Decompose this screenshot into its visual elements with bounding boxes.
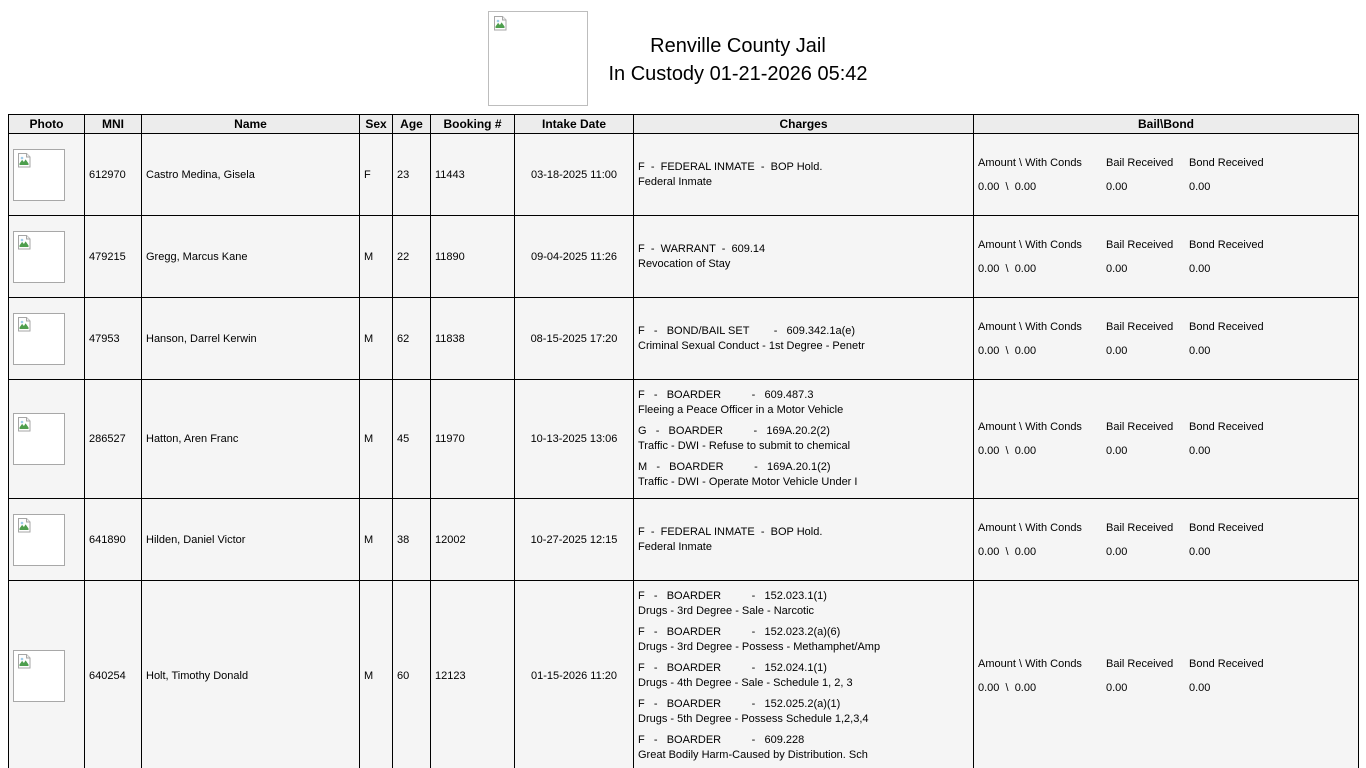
charge-statute: F - BOARDER - 152.023.2(a)(6): [638, 626, 841, 638]
charge-statute: F - BOARDER - 609.228: [638, 734, 805, 746]
bond-received-value: 0.00: [1189, 545, 1211, 558]
bail-received-label: Bail Received: [1106, 320, 1174, 333]
bail-amount-value: 0.00 \ 0.00: [978, 344, 1037, 357]
charge-entry: [638, 424, 969, 454]
charge-statute: F - BOARDER - 152.024.1(1): [638, 662, 827, 674]
charge-statute: F - FEDERAL INMATE - BOP Hold.: [638, 525, 823, 538]
bail-received-value: 0.00: [1106, 262, 1128, 275]
charges-list: [638, 388, 969, 490]
charge-entry: [638, 324, 969, 354]
broken-image-icon: [16, 517, 33, 534]
charge-statute: M - BOARDER - 169A.20.1(2): [638, 461, 831, 473]
bond-received-col: [1189, 521, 1279, 559]
sex-cell: M: [360, 581, 393, 768]
charges-cell: [634, 380, 974, 499]
col-header-bailbond: Bail\Bond: [974, 115, 1359, 134]
inmate-row: [9, 298, 1359, 380]
charge-entry: [638, 589, 969, 619]
charge-description: Traffic - DWI - Operate Motor Vehicle Under I: [638, 476, 858, 488]
charge-description: Great Bodily Harm-Caused by Distribution. Sch: [638, 749, 868, 761]
photo-cell: [9, 499, 85, 581]
charge-entry: [638, 697, 969, 727]
name-cell: Hilden, Daniel Victor: [142, 499, 360, 581]
charge-statute: F - FEDERAL INMATE - BOP Hold.: [638, 160, 823, 173]
bond-received-col: [1189, 420, 1279, 458]
bail-amount-col: [978, 521, 1106, 559]
charge-entry: [638, 733, 969, 763]
col-header-name: Name: [142, 115, 360, 134]
bail-received-label: Bail Received: [1106, 238, 1174, 251]
booking-cell: 11890: [431, 216, 515, 298]
charges-list: [638, 589, 969, 763]
bond-received-label: Bond Received: [1189, 421, 1264, 433]
inmate-photo: [13, 413, 65, 465]
inmate-photo: [13, 650, 65, 702]
bond-received-col: [1189, 238, 1279, 276]
name-cell: Gregg, Marcus Kane: [142, 216, 360, 298]
charge-entry: [638, 661, 969, 691]
age-cell: 38: [393, 499, 431, 581]
charges-cell: [634, 499, 974, 581]
charge-statute: F - BOARDER - 609.487.3: [638, 389, 814, 401]
bail-received-label: Bail Received: [1106, 521, 1174, 534]
name-cell: Castro Medina, Gisela: [142, 134, 360, 216]
name-cell: Hanson, Darrel Kerwin: [142, 298, 360, 380]
intake-cell: 10-13-2025 13:06: [515, 380, 634, 499]
col-header-intake: Intake Date: [515, 115, 634, 134]
broken-image-icon: [16, 234, 33, 251]
bail-amount-value: 0.00 \ 0.00: [978, 180, 1037, 193]
bail-amount-label: Amount \ With Conds: [978, 156, 1082, 169]
inmate-row: [9, 216, 1359, 298]
booking-cell: 12002: [431, 499, 515, 581]
charge-entry: [638, 160, 969, 190]
intake-cell: 09-04-2025 11:26: [515, 216, 634, 298]
broken-image-icon: [16, 416, 33, 433]
bail-cell: [974, 380, 1359, 499]
bond-received-value: 0.00: [1189, 445, 1211, 457]
charge-statute: F - WARRANT - 609.14: [638, 242, 766, 255]
inmate-photo: [13, 514, 65, 566]
bail-amount-col: [978, 657, 1106, 695]
inmate-photo: [13, 149, 65, 201]
broken-image-icon: [16, 152, 33, 169]
charges-list: [638, 242, 969, 272]
charges-list: [638, 160, 969, 190]
bail-info: [978, 420, 1354, 458]
bail-amount-label: Amount \ With Conds: [978, 658, 1082, 670]
sex-cell: M: [360, 216, 393, 298]
charges-list: [638, 324, 969, 354]
col-header-photo: Photo: [9, 115, 85, 134]
photo-cell: [9, 134, 85, 216]
bail-received-col: [1106, 420, 1189, 458]
bail-received-col: [1106, 156, 1189, 194]
mni-cell: 612970: [85, 134, 142, 216]
booking-cell: 12123: [431, 581, 515, 768]
bail-amount-value: 0.00 \ 0.00: [978, 445, 1037, 457]
charge-description: Drugs - 5th Degree - Possess Schedule 1,2,3,4: [638, 713, 869, 725]
charges-list: [638, 525, 969, 555]
report-title-line2: In Custody 01-21-2026 05:42: [608, 63, 868, 85]
inmate-rows: [9, 134, 1359, 768]
bail-received-col: [1106, 521, 1189, 559]
charge-entry: [638, 625, 969, 655]
photo-cell: [9, 581, 85, 768]
charge-statute: F - BOARDER - 152.023.1(1): [638, 590, 827, 602]
bond-received-label: Bond Received: [1189, 238, 1264, 251]
report-logo-placeholder: [488, 11, 588, 106]
report-title-line1: Renville County Jail: [650, 35, 826, 57]
charge-statute: F - BOARDER - 152.025.2(a)(1): [638, 698, 841, 710]
charge-entry: [638, 388, 969, 418]
intake-cell: 10-27-2025 12:15: [515, 499, 634, 581]
bond-received-col: [1189, 320, 1279, 358]
charge-description: Fleeing a Peace Officer in a Motor Vehicle: [638, 404, 844, 416]
bail-amount-label: Amount \ With Conds: [978, 521, 1082, 534]
bond-received-label: Bond Received: [1189, 658, 1264, 670]
bail-received-value: 0.00: [1106, 344, 1128, 357]
booking-cell: 11443: [431, 134, 515, 216]
bail-amount-label: Amount \ With Conds: [978, 320, 1082, 333]
bail-info: [978, 156, 1354, 194]
charges-cell: [634, 298, 974, 380]
mni-cell: 640254: [85, 581, 142, 768]
mni-cell: 641890: [85, 499, 142, 581]
inmate-photo: [13, 231, 65, 283]
charge-entry: [638, 525, 969, 555]
sex-cell: M: [360, 499, 393, 581]
bond-received-col: [1189, 156, 1279, 194]
charges-cell: [634, 216, 974, 298]
bond-received-label: Bond Received: [1189, 156, 1264, 169]
col-header-age: Age: [393, 115, 431, 134]
bail-received-value: 0.00: [1106, 545, 1128, 558]
col-header-sex: Sex: [360, 115, 393, 134]
age-cell: 22: [393, 216, 431, 298]
sex-cell: M: [360, 298, 393, 380]
charge-description: Drugs - 4th Degree - Sale - Schedule 1, 2, 3: [638, 677, 853, 689]
bail-amount-label: Amount \ With Conds: [978, 238, 1082, 251]
charge-description: Federal Inmate: [638, 540, 712, 553]
bond-received-value: 0.00: [1189, 682, 1211, 694]
col-header-booking: Booking #: [431, 115, 515, 134]
bond-received-value: 0.00: [1189, 262, 1211, 275]
bail-info: [978, 320, 1354, 358]
name-cell: Hatton, Aren Franc: [142, 380, 360, 499]
inmate-row: [9, 380, 1359, 499]
bail-cell: [974, 298, 1359, 380]
bond-received-value: 0.00: [1189, 180, 1211, 193]
intake-cell: 01-15-2026 11:20: [515, 581, 634, 768]
age-cell: 62: [393, 298, 431, 380]
bail-received-col: [1106, 320, 1189, 358]
inmate-row: [9, 499, 1359, 581]
bail-amount-col: [978, 320, 1106, 358]
charges-cell: [634, 134, 974, 216]
col-header-charges: Charges: [634, 115, 974, 134]
bond-received-col: [1189, 657, 1279, 695]
charge-description: Revocation of Stay: [638, 257, 731, 270]
mni-cell: 286527: [85, 380, 142, 499]
report-title: [598, 11, 878, 88]
charge-entry: [638, 242, 969, 272]
booking-cell: 11838: [431, 298, 515, 380]
bail-received-label: Bail Received: [1106, 156, 1174, 169]
col-header-mni: MNI: [85, 115, 142, 134]
photo-cell: [9, 380, 85, 499]
age-cell: 60: [393, 581, 431, 768]
roster-table: [8, 114, 1359, 768]
bail-info: [978, 521, 1354, 559]
charge-statute: G - BOARDER - 169A.20.2(2): [638, 425, 830, 437]
bail-amount-col: [978, 156, 1106, 194]
charges-cell: [634, 581, 974, 768]
bail-received-value: 0.00: [1106, 682, 1128, 694]
age-cell: 45: [393, 380, 431, 499]
name-cell: Holt, Timothy Donald: [142, 581, 360, 768]
bail-info: [978, 657, 1354, 695]
bail-amount-col: [978, 420, 1106, 458]
photo-cell: [9, 298, 85, 380]
bond-received-value: 0.00: [1189, 344, 1211, 357]
bail-amount-value: 0.00 \ 0.00: [978, 545, 1037, 558]
charge-description: Drugs - 3rd Degree - Possess - Methamphet/Amp: [638, 641, 881, 653]
bail-received-value: 0.00: [1106, 180, 1128, 193]
inmate-photo: [13, 313, 65, 365]
bail-received-label: Bail Received: [1106, 658, 1174, 670]
bond-received-label: Bond Received: [1189, 521, 1264, 534]
intake-cell: 03-18-2025 11:00: [515, 134, 634, 216]
sex-cell: M: [360, 380, 393, 499]
bail-received-col: [1106, 657, 1189, 695]
bail-cell: [974, 581, 1359, 768]
bail-cell: [974, 134, 1359, 216]
bail-cell: [974, 499, 1359, 581]
bail-received-value: 0.00: [1106, 445, 1128, 457]
broken-image-icon: [492, 15, 509, 32]
bond-received-label: Bond Received: [1189, 320, 1264, 333]
photo-cell: [9, 216, 85, 298]
mni-cell: 479215: [85, 216, 142, 298]
age-cell: 23: [393, 134, 431, 216]
bail-received-col: [1106, 238, 1189, 276]
broken-image-icon: [16, 316, 33, 333]
inmate-row: [9, 581, 1359, 768]
mni-cell: 47953: [85, 298, 142, 380]
intake-cell: 08-15-2025 17:20: [515, 298, 634, 380]
bail-amount-value: 0.00 \ 0.00: [978, 262, 1037, 275]
charge-description: Criminal Sexual Conduct - 1st Degree - Penetr: [638, 339, 865, 352]
bail-amount-col: [978, 238, 1106, 276]
charge-entry: [638, 460, 969, 490]
charge-description: Drugs - 3rd Degree - Sale - Narcotic: [638, 605, 815, 617]
report-header: [0, 0, 1366, 106]
bail-info: [978, 238, 1354, 276]
broken-image-icon: [16, 653, 33, 670]
charge-description: Federal Inmate: [638, 175, 712, 188]
charge-description: Traffic - DWI - Refuse to submit to chemical: [638, 440, 851, 452]
charge-statute: F - BOND/BAIL SET - 609.342.1a(e): [638, 324, 856, 337]
inmate-row: [9, 134, 1359, 216]
bail-received-label: Bail Received: [1106, 421, 1174, 433]
bail-amount-value: 0.00 \ 0.00: [978, 682, 1037, 694]
bail-amount-label: Amount \ With Conds: [978, 421, 1082, 433]
table-header-row: [9, 115, 1359, 134]
booking-cell: 11970: [431, 380, 515, 499]
sex-cell: F: [360, 134, 393, 216]
bail-cell: [974, 216, 1359, 298]
